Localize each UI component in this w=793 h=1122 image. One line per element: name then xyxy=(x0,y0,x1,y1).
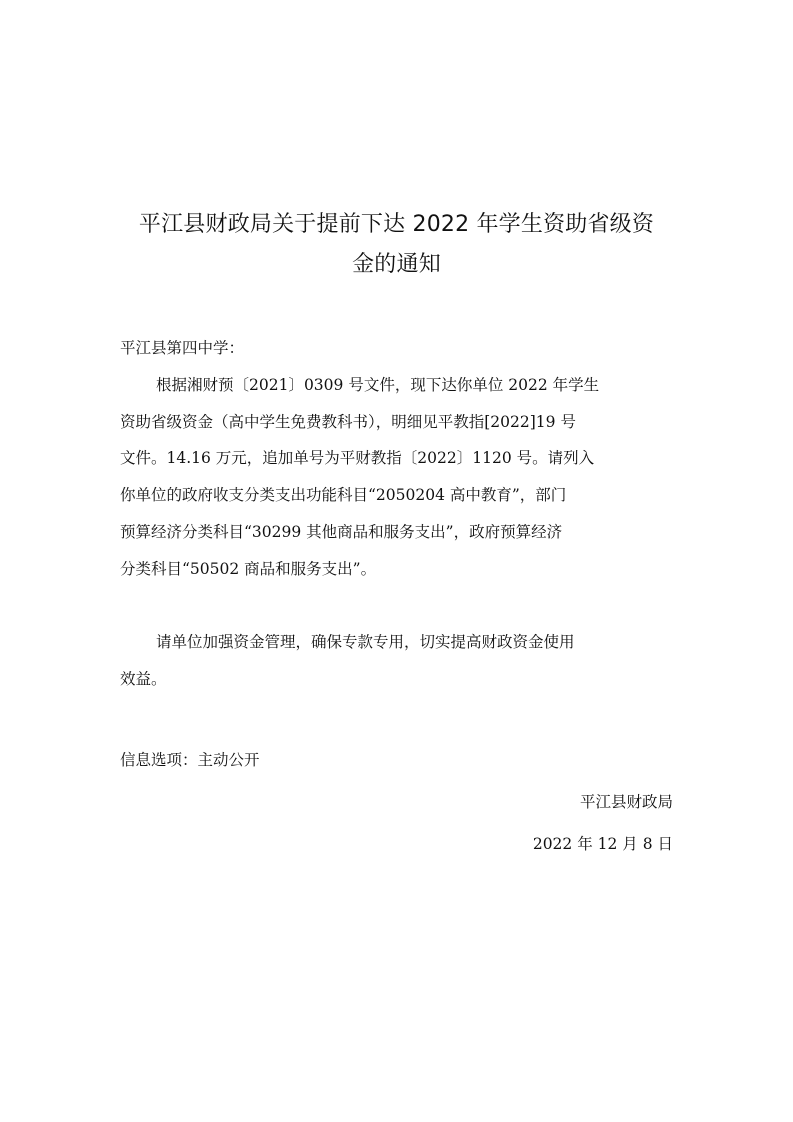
salutation: 平江县第四中学： xyxy=(120,339,245,357)
paragraph-2-line-2: 效益。 xyxy=(120,669,167,688)
paragraph-1-line-5: 预算经济分类科目“30299 其他商品和服务支出”，政府预算经济 xyxy=(120,522,563,541)
paragraph-2-line-1: 请单位加强资金管理，确保专款专用，切实提高财政资金使用 xyxy=(156,633,575,651)
paragraph-1 xyxy=(120,367,673,587)
paragraph-1-line-6: 分类科目“50502 商品和服务支出”。 xyxy=(120,559,377,578)
info-option: 信息选项：主动公开 xyxy=(120,751,260,769)
title-line-2: 金的通知 xyxy=(352,252,441,277)
paragraph-1-line-4: 你单位的政府收支分类支出功能科目“2050204 高中教育”，部门 xyxy=(120,486,567,505)
signature-organization: 平江县财政局 xyxy=(579,793,673,811)
paragraph-1-line-1: 根据湘财预〔2021〕0309 号文件，现下达你单位 2022 年学生 xyxy=(156,376,600,394)
document-title xyxy=(120,205,673,285)
paragraph-2 xyxy=(120,624,673,697)
paragraph-1-line-2: 资助省级资金（高中学生免费教科书），明细见平教指[2022]19 号 xyxy=(120,412,576,431)
signature-date: 2022 年 12 月 8 日 xyxy=(532,835,673,853)
paragraph-1-line-3: 文件。14.16 万元，追加单号为平财教指〔2022〕1120 号。请列入 xyxy=(120,449,595,468)
title-line-1: 平江县财政局关于提前下达 2022 年学生资助省级资 xyxy=(138,212,655,237)
